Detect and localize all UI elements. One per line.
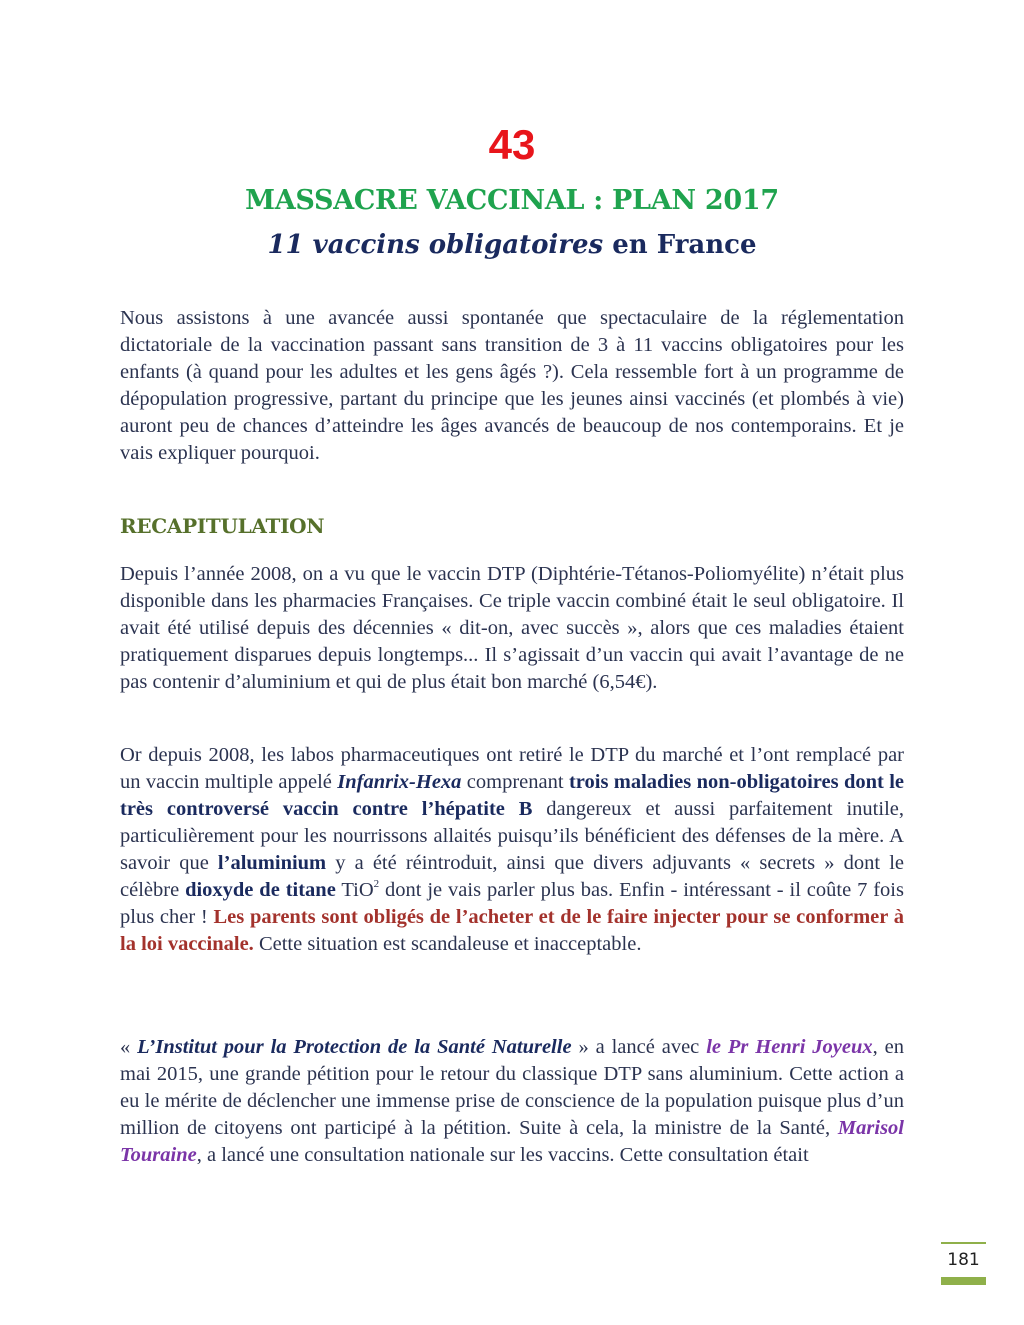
emphasis-trois-maladies: trois maladies non-obligatoires dont le très controversé vaccin contre l’hépatite B <box>120 771 904 820</box>
paragraph-intro: Nous assistons à une avancée aussi spontanée que spectaculaire de la réglementation dictatoriale de la vaccination passant sans transition de 3 à 11 vaccins obligatoires pour les enfants (à quand pour les adultes et les gens âgés ?). Cela ressemble fort à un programme de dépopulation progressive, partant du principe que les jeunes ainsi vaccinés (et plombés à vie) auront peu de chances d’atteindre les âges avancés de beaucoup de nos contemporains. Et je vais expliquer pourquoi. <box>120 307 904 464</box>
emphasis-institut: L’Institut pour la Protection de la Santé Naturelle <box>137 1036 572 1058</box>
text: » a lancé avec <box>571 1036 707 1058</box>
emphasis-parents: Les parents sont obligés de l’acheter et de le faire injecter pour se conformer à la loi vaccinale. <box>120 906 904 955</box>
subtitle-italic: 11 vaccins obligatoires <box>267 230 604 260</box>
text: , a lancé une consultation nationale sur les vaccins. Cette consultation était <box>196 1144 809 1166</box>
emphasis-touraine: Marisol Touraine <box>120 1117 904 1166</box>
superscript: 2 <box>373 878 380 890</box>
emphasis-aluminium: l’aluminium <box>217 852 327 874</box>
chapter-title: MASSACRE VACCINAL : PLAN 2017 <box>245 185 779 216</box>
page-number: 181 <box>947 1250 980 1270</box>
text: comprenant <box>461 771 569 793</box>
paragraph-infanrix <box>120 742 904 958</box>
text: y a été réintroduit, ainsi que divers adjuvants « secrets » dont le célèbre <box>120 852 904 901</box>
page-number-rule <box>941 1242 986 1244</box>
emphasis-dioxyde: dioxyde de titane <box>185 879 336 901</box>
chapter-number: 43 <box>488 121 536 168</box>
text: Cette situation est scandaleuse et inacceptable. <box>253 933 642 955</box>
text: dont je vais parler plus bas. Enfin - intéressant - il coûte 7 fois plus cher ! <box>120 879 904 928</box>
text: , en mai 2015, une grande pétition pour le retour du classique DTP sans aluminium. Cette action a eu le mérite de déclencher une immense prise de conscience de la population puisque plus d’un million de citoyens ont participé à la pétition. Suite à cela, la ministre de la Santé, <box>120 1036 905 1139</box>
paragraph-recap: Depuis l’année 2008, on a vu que le vaccin DTP (Diphtérie-Tétanos-Poliomyélite) n’était plus disponible dans les pharmacies Françaises. Ce triple vaccin combiné était le seul obligatoire. Il avait été utilisé depuis des décennies « dit-on, avec succès », alors que ces maladies étaient pratiquement disparues depuis longtemps... Il s’agissait d’un vaccin qui avait l’avantage de ne pas contenir d’aluminium et qui de plus était bon marché (6,54€). <box>120 563 904 693</box>
emphasis-joyeux: le Pr Henri Joyeux <box>706 1036 873 1058</box>
paragraph-petition <box>120 1034 904 1169</box>
subtitle-rest: en France <box>603 230 757 260</box>
page-number-bar <box>941 1277 986 1285</box>
text: TiO <box>335 879 374 901</box>
chapter-subtitle <box>0 225 1024 265</box>
text: « <box>120 1036 138 1058</box>
emphasis-infanrix: Infanrix-Hexa <box>337 771 462 793</box>
text: Or depuis 2008, les labos pharmaceutiques ont retiré le DTP du marché et l’ont remplacé par un vaccin multiple appelé <box>120 744 904 793</box>
text: dangereux et aussi parfaitement inutile, particulièrement pour les nourrissons allaités puisqu’ils bénéficient des défenses de la mère. A savoir que <box>120 798 904 874</box>
section-heading: RECAPITULATION <box>120 514 325 538</box>
